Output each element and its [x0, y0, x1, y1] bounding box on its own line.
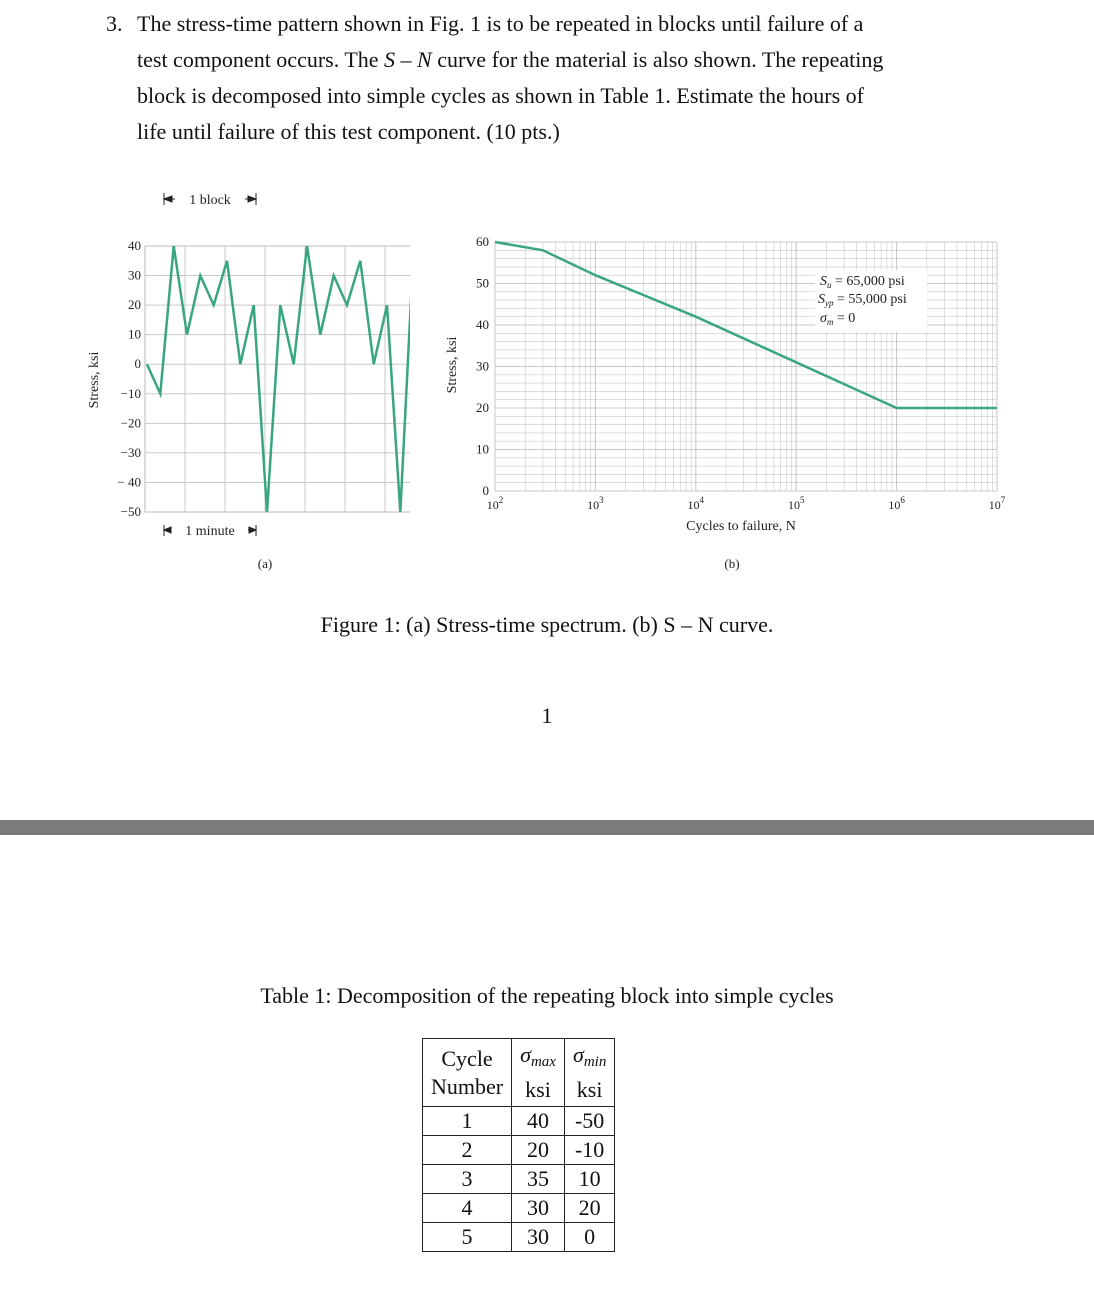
figure-b-sn-curve	[430, 225, 1030, 580]
figure-a-ytick: − 40	[117, 474, 141, 490]
figure-a-ytick: 20	[128, 297, 141, 313]
block-label: 1 block	[189, 193, 231, 208]
table-row	[423, 1107, 615, 1136]
material-annotation	[815, 270, 927, 332]
table-header-row	[423, 1039, 615, 1107]
figure-b-xtick: $10^4$	[687, 495, 705, 512]
sigma-max-cell: 40	[512, 1107, 565, 1136]
problem-line-2	[137, 42, 1016, 78]
figure-b-ytick: 20	[476, 400, 489, 415]
table-row	[423, 1136, 615, 1165]
figure-a-ytick: 0	[134, 356, 141, 372]
figure-b-xtick: $10^6$	[888, 495, 905, 512]
cycle-number-cell: 5	[423, 1223, 512, 1252]
page-break-bar	[0, 820, 1094, 835]
figure-b-ytick: 40	[476, 317, 489, 332]
problem-line-4: life until failure of this test component. (10 pts.)	[137, 119, 560, 144]
figure-b-xlabel: Cycles to failure, N	[686, 519, 796, 534]
table-row	[423, 1165, 615, 1194]
figure-a-ytick: −30	[120, 444, 141, 460]
figure-b-ytick-labels	[476, 234, 489, 498]
figure-b-xtick: $10^5$	[787, 495, 805, 512]
problem-line-1: The stress-time pattern shown in Fig. 1 is to be repeated in blocks until failure of a	[137, 11, 864, 36]
sigma-max-cell: 35	[512, 1165, 565, 1194]
figure-a-ytick: 10	[128, 326, 141, 342]
figure-a-ytick: 40	[128, 238, 141, 253]
sigma-max-cell: 30	[512, 1223, 565, 1252]
figure-b-ytick: 50	[476, 275, 489, 291]
cycle-number-cell: 4	[423, 1194, 512, 1223]
sigma-max-cell: 30	[512, 1194, 565, 1223]
figure-a-ytick: −20	[120, 415, 141, 431]
problem-line-2-b: curve for the material is also shown. The repeating	[431, 47, 884, 72]
figure-a-sublabel: (a)	[257, 556, 273, 571]
sigma-min-cell: 0	[564, 1223, 614, 1252]
table-row	[423, 1194, 615, 1223]
figure-a-stress-line	[147, 246, 410, 512]
figure-a-ytick: 30	[128, 267, 141, 283]
header-sigma-max: $\sigma_{max}$ ksi	[512, 1039, 565, 1107]
figure-a-ytick-labels	[117, 238, 141, 519]
figure-caption: Figure 1: (a) Stress-time spectrum. (b) S – N curve.	[320, 612, 774, 637]
figure-b-ytick: 60	[476, 234, 489, 249]
figure-a-ytick: −10	[120, 385, 141, 401]
sigma-min-cell: -50	[564, 1107, 614, 1136]
figure-a-stress-time	[80, 180, 410, 580]
figure-b-sublabel: (b)	[724, 556, 740, 571]
header-sigma-min: $\sigma_{min}$ ksi	[564, 1039, 614, 1107]
annot-sm: $\sigma_m = 0$	[820, 311, 856, 327]
cycle-number-cell: 3	[423, 1165, 512, 1194]
annot-su: $S_u = 65,000$ psi	[820, 274, 905, 290]
problem-statement	[106, 6, 1016, 150]
figure-a-grid	[145, 246, 410, 512]
figure-b-ytick: 30	[476, 358, 489, 374]
figure-a-ylabel: Stress, ksi	[87, 351, 102, 409]
problem-number: 3.	[106, 11, 123, 36]
figure-b-ytick: 0	[482, 483, 489, 498]
minute-label: 1 minute	[185, 524, 235, 539]
page-number: 1	[541, 703, 553, 728]
figure-a-ytick: −50	[120, 504, 141, 519]
problem-line-2-a: test component occurs. The	[137, 47, 385, 72]
header-cycle-number: Cycle Number	[423, 1039, 512, 1107]
annot-syp: $S_{yp} = 55,000$ psi	[818, 292, 907, 308]
figure-b-xtick: $10^7$	[988, 495, 1006, 512]
problem-line-3: block is decomposed into simple cycles as shown in Table 1. Estimate the hours of	[137, 83, 864, 108]
table-caption: Table 1: Decomposition of the repeating block into simple cycles	[260, 983, 834, 1008]
cycle-number-cell: 2	[423, 1136, 512, 1165]
figure-b-xtick: $10^3$	[587, 495, 604, 512]
decomposition-table	[422, 1038, 615, 1252]
table-row	[423, 1223, 615, 1252]
sigma-min-cell: 10	[564, 1165, 614, 1194]
sigma-min-cell: -10	[564, 1136, 614, 1165]
sigma-max-cell: 20	[512, 1136, 565, 1165]
figure-b-ytick: 10	[476, 441, 489, 457]
cycle-number-cell: 1	[423, 1107, 512, 1136]
problem-line-2-math: S – N	[384, 47, 432, 72]
figure-b-ylabel: Stress, ksi	[445, 336, 460, 394]
sigma-min-cell: 20	[564, 1194, 614, 1223]
figure-b-xtick: $10^2$	[486, 495, 504, 512]
figure-b-xtick-labels	[487, 495, 1006, 512]
